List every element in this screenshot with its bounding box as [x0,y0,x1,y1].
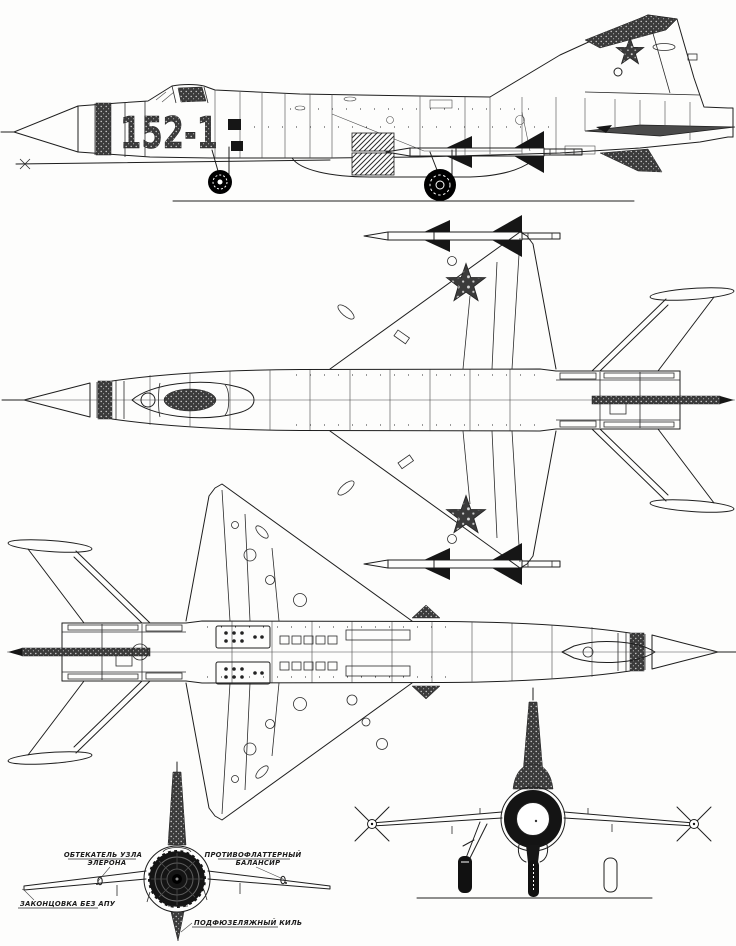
ejection-seat [164,389,216,411]
side-gear-bay [352,133,394,175]
side-canopy [156,86,208,103]
fuselage-hatch-square [228,119,241,130]
wing-root-wedge [412,686,440,699]
side-view [1,15,735,201]
fin-emblem-oval [653,44,675,51]
label-ventral-fin: ПОДФЮЗЕЛЯЖНЫЙ КИЛЬ [194,919,303,927]
nose-number: 152-1 [120,108,218,159]
label-antiflutter-line1: ПРОТИВОФЛАТТЕРНЫЙ [204,851,302,859]
main-gear-front [458,822,487,893]
fuselage-hatch-square [231,141,243,151]
red-star-insignia [447,496,486,533]
label-aileron-fairing-line2: ЭЛЕРОНА [87,859,127,867]
side-tailplane [585,125,735,136]
label-antiflutter-line2: БАЛАНСИР [235,859,281,867]
wing-port-circle [448,535,457,544]
pilot-headrest [178,87,206,102]
wingtip-missile-top [364,215,560,257]
front-view-gear [355,688,711,898]
front-ventral-fin [171,912,184,941]
label-aileron-fairing-line1: ОБТЕКАТЕЛЬ УЗЛА [63,851,143,859]
red-star-insignia [447,264,486,301]
wingtip-missile-fins [355,807,389,841]
side-fin [585,15,700,95]
wingtip-missile-fins [677,807,711,841]
top-view [2,215,735,585]
intake-dark-band [96,103,111,155]
planform-outline [2,232,735,568]
canopy-front [513,764,553,789]
front-intake-2 [501,787,565,851]
bottom-view [7,484,736,820]
bottom-gear-bays [132,626,410,684]
front-fin [168,772,186,845]
label-wingtip-no-launcher: ЗАКОНЦОВКА БЕЗ АПУ [20,900,116,908]
wingtip-missile-top [364,543,560,585]
chute-container [604,858,617,892]
front-intake [144,846,210,912]
wingtip-missile-side [386,131,582,173]
wing-port-circle [448,257,457,266]
ventral-fin-side [600,149,662,172]
wing-root-wedge [412,605,440,618]
nose-gear-front [518,842,547,897]
ventral-tank [292,156,536,177]
